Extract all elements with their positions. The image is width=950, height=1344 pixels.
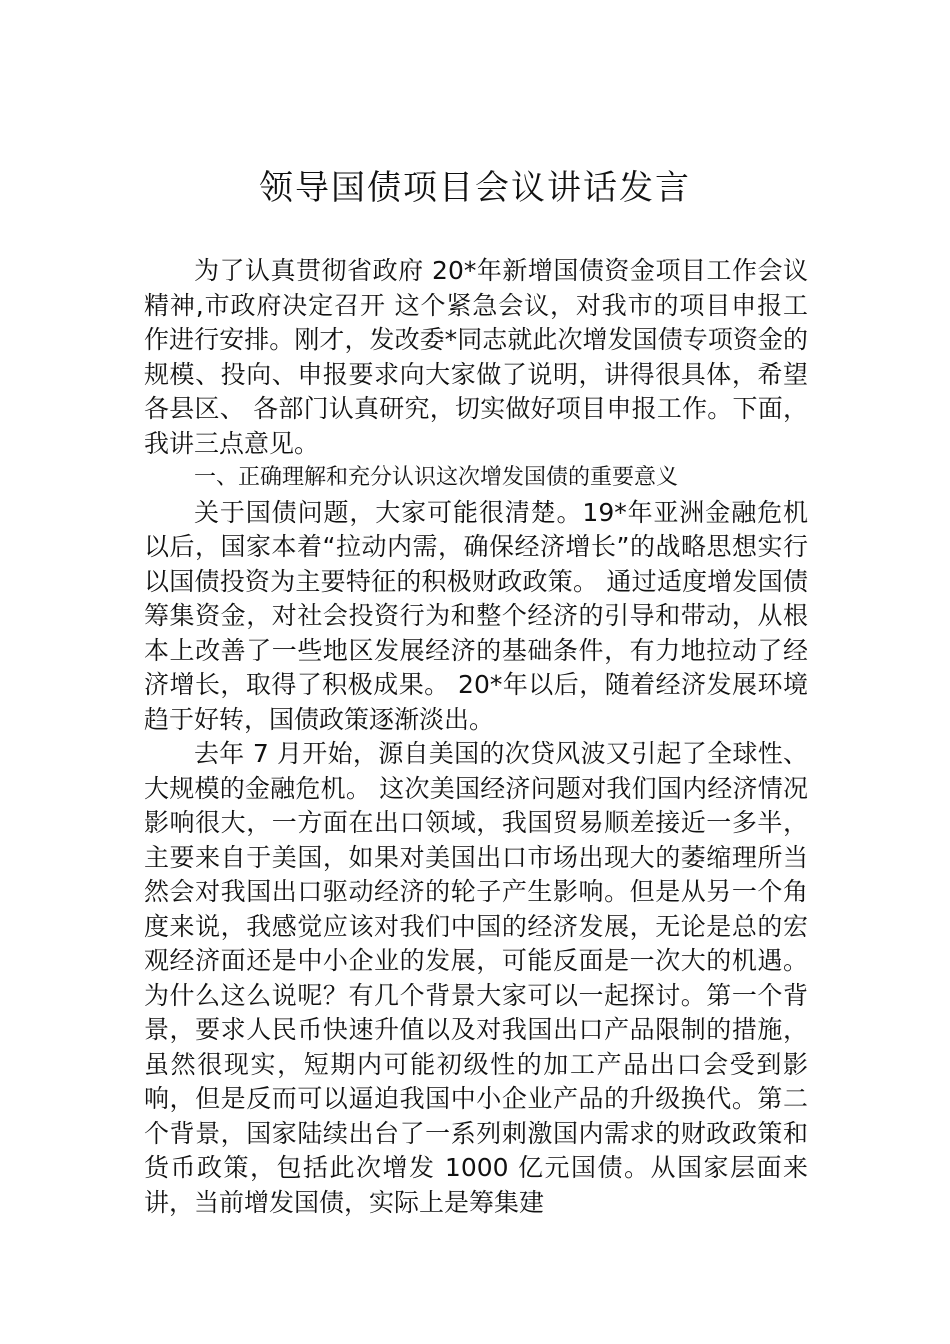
paragraph-national-debt: 关于国债问题，大家可能很清楚。19*年亚洲金融危机以后，国家本着“拉动内需，确保经济增长”的战略思想实行以国债投资为主要特征的积极财政政策。 通过适度增发国债筹集资金，对社会投资行为和整个经济的引导和带动，从根本上改善了一些地区发展经济的基础条件，有力地拉动了经济增长，取得了积极成果。 20*年以后，随着经济发展环境趋于好转，国债政策逐渐淡出。 bbox=[144, 497, 808, 734]
paragraph-intro: 为了认真贯彻省政府 20*年新增国债资金项目工作会议精神,市政府决定召开 这个紧急会议，对我市的项目申报工作进行安排。刚才，发改委*同志就此次增发国债专项资金的规模、投向、申报要求向大家做了说明，讲得很具体，希望各县区、 各部门认真研究，切实做好项目申报工作。下面，我讲三点意见。 bbox=[144, 256, 808, 458]
paragraph-financial-crisis: 去年 7 月开始，源自美国的次贷风波又引起了全球性、大规模的金融危机。 这次美国经济问题对我们国内经济情况影响很大，一方面在出口领域，我国贸易顺差接近一多半，主要来自于美国，如果对美国出口市场出现大的萎缩理所当然会对我国出口驱动经济的轮子产生影响。但是从另一个角度来说，我感觉应该对我们中国的经济发展，无论是总的宏观经济面还是中小企业的发展，可能反面是一次大的机遇。为什么这么说呢？有几个背景大家可以一起探讨。第一个背景，要求人民币快速升值以及对我国出口产品限制的措施，虽然很现实，短期内可能初级性的加工产品出口会受到影响，但是反而可以逼迫我国中小企业产品的升级换代。第二个背景，国家陆续出台了一系列刺激国内需求的财政政策和货币政策，包括此次增发 1000 亿元国债。从国家层面来讲，当前增发国债，实际上是筹集建 bbox=[144, 739, 808, 1217]
document-body bbox=[144, 254, 808, 1220]
document-title: 领导国债项目会议讲话发言 bbox=[259, 168, 691, 208]
section-heading-1: 一、正确理解和充分认识这次增发国债的重要意义 bbox=[194, 465, 679, 490]
